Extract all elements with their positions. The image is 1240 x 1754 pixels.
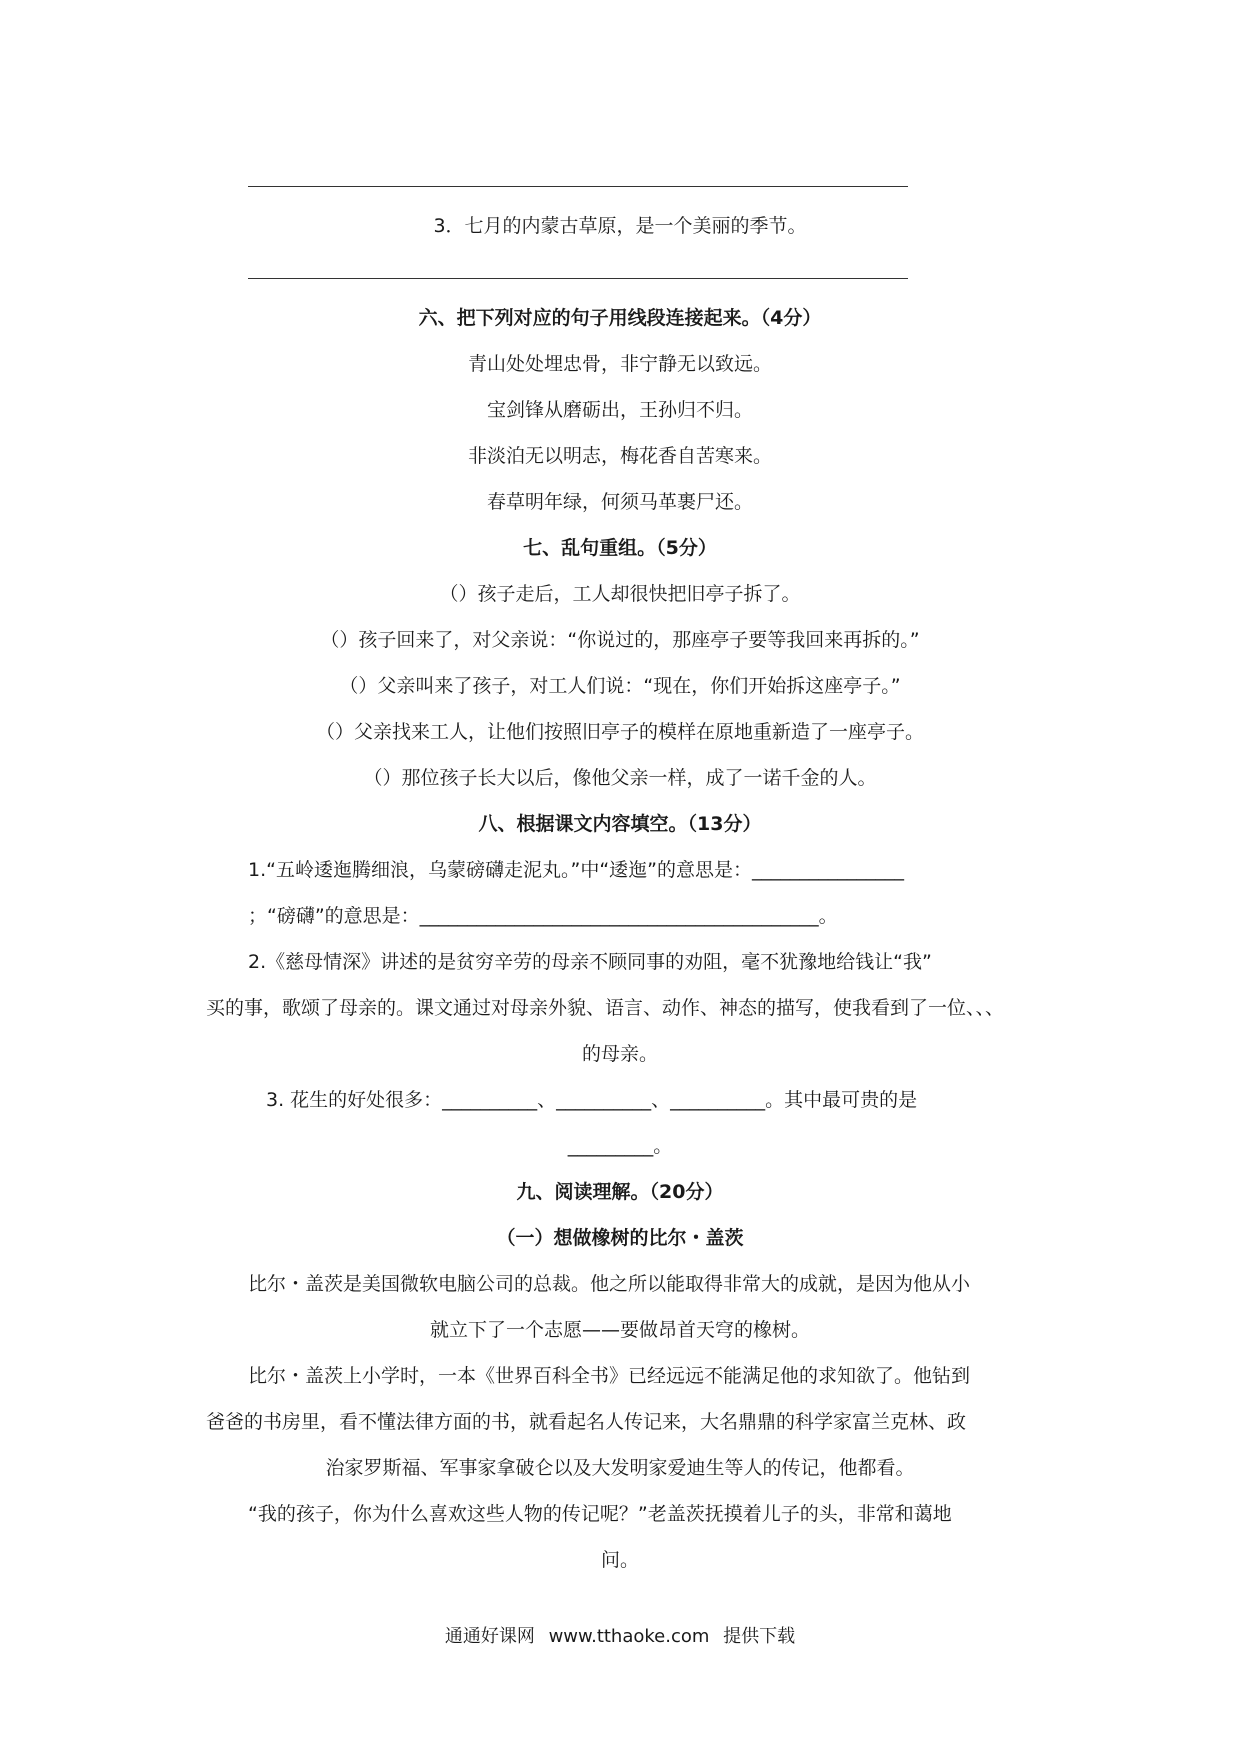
footer-url[interactable]: www.tthaoke.com (548, 1626, 710, 1647)
passage-title: （一）想做橡树的比尔・盖茨 (496, 1227, 744, 1249)
matching-line: 宝剑锋从磨砺出，王孙归不归。 (486, 399, 753, 421)
matching-line: 春草明年绿，何须马革裹尸还。 (486, 491, 753, 513)
reorder-sentence: （）孩子回来了，对父亲说：“你说过的，那座亭子要等我回来再拆的。” (320, 629, 920, 651)
passage-line: 比尔・盖茨是美国微软电脑公司的总裁。他之所以能取得非常大的成就，是因为他从小 (248, 1273, 971, 1295)
passage-line: 就立下了一个志愿——要做昂首天穹的橡树。 (429, 1319, 810, 1341)
passage-line: 治家罗斯福、军事家拿破仑以及大发明家爱迪生等人的传记，他都看。 (325, 1457, 915, 1479)
fill-question-2-end: 的母亲。 (581, 1043, 658, 1065)
matching-line: 青山处处埋忠骨，非宁静无以致远。 (467, 353, 772, 375)
sentence-item-3: 3．七月的内蒙古草原，是一个美丽的季节。 (433, 215, 807, 237)
fill-question-3: 3. 花生的好处很多：__________、__________、__________。其中最可贵的是 (266, 1089, 918, 1111)
fill-question-3-cont: _________。 (567, 1135, 673, 1157)
answer-line (248, 186, 908, 187)
footer-site-name: 通通好课网 (444, 1626, 535, 1647)
reorder-sentence: （）父亲找来工人，让他们按照旧亭子的模样在原地重新造了一座亭子。 (315, 721, 924, 743)
reorder-sentence: （）父亲叫来了孩子，对工人们说：“现在，你们开始拆这座亭子。” (339, 675, 901, 697)
reorder-sentence: （）那位孩子长大以后，像他父亲一样，成了一诺千金的人。 (363, 767, 877, 789)
passage-line: “我的孩子，你为什么喜欢这些人物的传记呢？”老盖茨抚摸着儿子的头，非常和蔼地 (248, 1503, 952, 1525)
answer-line (248, 278, 908, 279)
reorder-sentence: （）孩子走后，工人却很快把旧亭子拆了。 (439, 583, 801, 605)
footer-suffix: 提供下载 (723, 1626, 796, 1647)
fill-question-1: 1.“五岭逶迤腾细浪，乌蒙磅礴走泥丸。”中“逶迤”的意思是：________________ (248, 859, 905, 881)
passage-line: 问。 (600, 1549, 639, 1571)
fill-question-2-cont: 买的事，歌颂了母亲的。课文通过对母亲外貌、语言、动作、神态的描写，使我看到了一位、、、 (206, 997, 1005, 1019)
section-8-heading: 八、根据课文内容填空。（13分） (478, 813, 762, 835)
page-footer (0, 1626, 1240, 1648)
passage-line: 爸爸的书房里，看不懂法律方面的书，就看起名人传记来，大名鼎鼎的科学家富兰克林、政 (206, 1411, 967, 1433)
fill-question-1-cont: ；“磅礴”的意思是：__________________________________________。 (248, 905, 838, 927)
section-6-heading: 六、把下列对应的句子用线段连接起来。（4分） (418, 307, 822, 329)
passage-line: 比尔・盖茨上小学时，一本《世界百科全书》已经远远不能满足他的求知欲了。他钻到 (248, 1365, 971, 1387)
fill-question-2: 2.《慈母情深》讲述的是贫穷辛劳的母亲不顾同事的劝阻，毫不犹豫地给钱让“我” (248, 951, 932, 973)
matching-line: 非淡泊无以明志，梅花香自苦寒来。 (467, 445, 772, 467)
section-9-heading: 九、阅读理解。（20分） (516, 1181, 724, 1203)
section-7-heading: 七、乱句重组。（5分） (523, 537, 717, 559)
